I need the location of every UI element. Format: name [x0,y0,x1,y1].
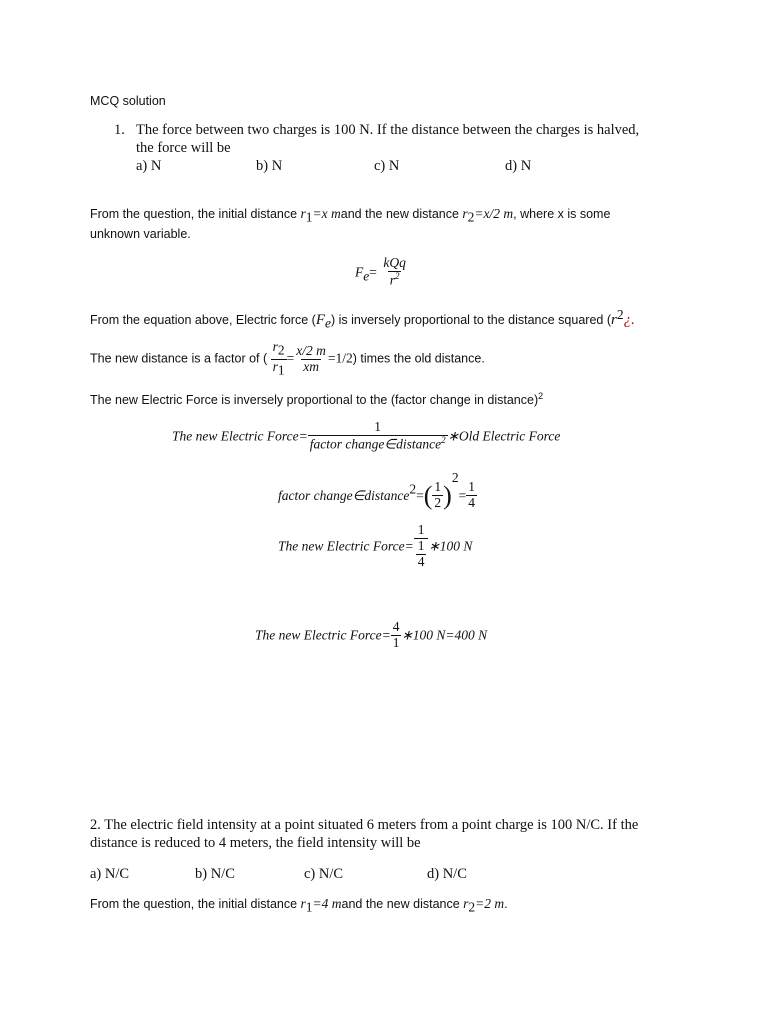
p1-text: From the question, the initial distance [90,207,301,221]
q2-option-a: a) N/C [90,866,130,882]
p1-eq2: =x/2 m [474,206,514,221]
f3-result-num: 1 [468,479,475,495]
formula-new-force-result [255,620,487,651]
p5-text2: and the new distance [341,897,464,911]
p5-r2: r [463,896,469,911]
p3-num1: r [272,339,278,354]
q2-line1: 2. The electric field intensity at a point situated 6 meters from a point charge is 100 N/C. If the [90,817,639,833]
q2-line2: distance is reduced to 4 meters, the field intensity will be [90,835,421,851]
f3-sup: 2 [451,470,459,485]
p5-eq2: =2 m [475,896,505,911]
f3-eq2: = [458,488,467,503]
f1-lhs-sub: e [363,268,370,284]
f3-half [432,480,443,511]
p5-text1: From the question, the initial distance [90,897,301,911]
p3-num2: x/2 m [296,342,326,358]
p3-fraction1 [271,340,287,378]
p1-r2: r [462,206,468,221]
p4-sup: 2 [538,391,544,401]
p4-line [90,391,543,407]
f3-left-paren: ( [423,480,433,510]
p5-line [90,896,508,916]
p5-text3: . [504,897,508,911]
f4-denominator [414,538,429,570]
p1-r2-sub: 2 [467,209,475,225]
document-title: MCQ solution [90,94,166,108]
p2-text2: ) is inversely proportional to the distance squared ( [330,313,611,328]
p3-eq: = [286,350,295,366]
q1-number: 1. [114,122,125,138]
formula-factor-change [278,470,477,511]
q2-option-d: d) N/C [427,866,467,882]
p2-f: F [315,312,325,329]
formula-coulomb [355,256,408,288]
p2-tail: ¿. [623,312,635,329]
f2-denominator: factor change∈distance [309,436,442,452]
f5-rhs: ∗100 N=400 N [401,627,488,643]
f4-rhs: ∗100 N [428,538,473,554]
p3-fraction2 [294,344,328,375]
f3-result-den: 4 [468,495,475,511]
p3-text2: ) times the old distance. [352,351,485,366]
f1-lhs: F [355,264,364,280]
p1-eq1: =x m [312,206,341,221]
p1-r1: r [300,206,306,221]
p5-r1: r [300,896,306,911]
f2-den-sup: 2 [441,434,446,445]
f1-fraction [381,256,408,288]
f4-inner-num: 1 [417,537,425,553]
p4-text: The new Electric Force is inversely proportional to the (factor change in distance) [90,393,539,408]
q1-option-a: a) N [136,158,162,174]
f4-lhs: The new Electric Force= [278,538,414,554]
p3-eq2: =1/2 [327,350,353,366]
p2-text1: From the equation above, Electric force ( [90,313,316,328]
f1-den-sup: 2 [394,270,400,281]
f4-fraction [414,523,429,570]
q1-option-b: b) N [256,158,283,174]
f3-lhs-sup: 2 [409,481,417,497]
p2-r-sup: 2 [616,307,624,322]
f2-rhs: ∗Old Electric Force [447,428,561,444]
p3-den1: r [272,358,278,374]
q2-option-b: b) N/C [195,866,235,882]
p3-den1-sub: 1 [277,362,285,378]
p3-num1-sub: 2 [277,342,285,358]
p2-r: r [611,312,617,329]
p1-r1-sub: 1 [305,209,313,225]
f3-denominator: 2 [434,495,442,511]
f3-right-paren: ) [443,480,452,510]
p1-text3: , where x is some [513,207,611,221]
p5-r2-sub: 2 [468,899,476,915]
f2-numerator: 1 [374,419,381,434]
f5-denominator: 1 [392,634,400,650]
q1-line2: the force will be [136,140,231,156]
q2-option-c: c) N/C [304,866,344,882]
p5-r1-sub: 1 [305,899,313,915]
p1-line2: unknown variable. [90,227,191,241]
f4-inner-den: 4 [417,553,425,569]
q1-option-d: d) N [505,158,532,174]
formula-new-force-general [172,420,560,452]
q1-line1: The force between two charges is 100 N. If the distance between the charges is halved, [136,122,640,138]
p2-line [90,307,635,332]
p3-line [90,340,485,378]
p5-eq1: =4 m [312,896,342,911]
p3-text1: The new distance is a factor of ( [90,351,268,366]
p1-text2: and the new distance [340,207,463,221]
f5-fraction [391,620,402,651]
f2-fraction [308,420,448,452]
p1-line1 [90,206,610,226]
formula-new-force-substituted [278,523,472,570]
f3-quarter [466,480,477,511]
f4-numerator: 1 [417,522,425,537]
f1-numerator: kQq [383,255,406,270]
p3-den2: xm [303,358,319,374]
f5-numerator: 4 [392,619,400,634]
p2-f-sub: e [324,315,331,331]
q1-option-c: c) N [374,158,400,174]
f3-numerator: 1 [434,479,442,495]
f2-lhs: The new Electric Force= [172,428,308,444]
f1-denominator: r [389,272,395,288]
f5-lhs: The new Electric Force= [255,627,391,643]
f1-eq: = [369,264,377,280]
f3-eq: = [416,488,424,503]
f3-lhs: factor change∈distance [278,488,410,503]
